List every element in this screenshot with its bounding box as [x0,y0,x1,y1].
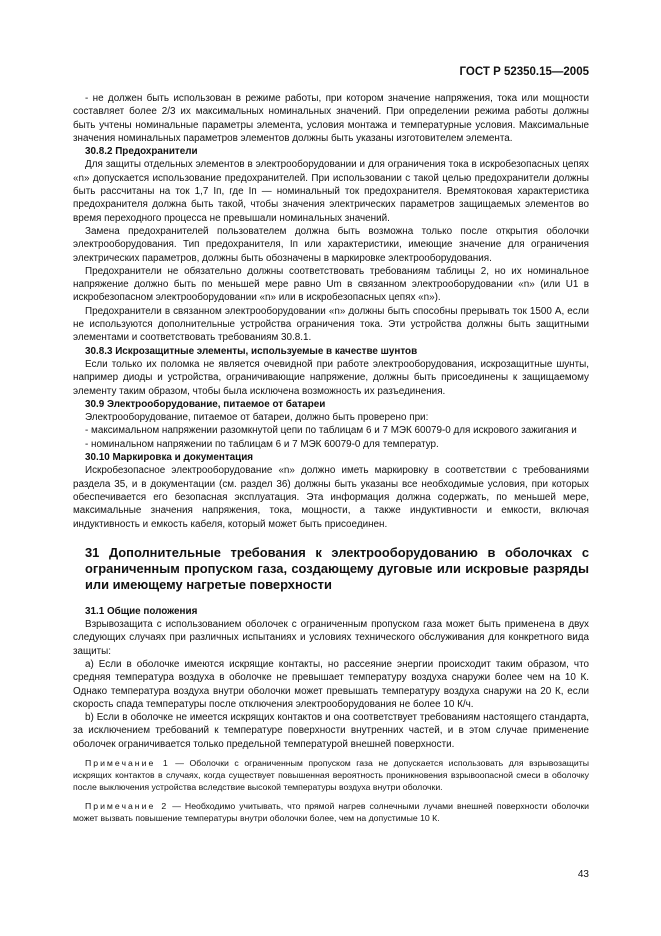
list-item: - максимальном напряжении разомкнутой цепи по таблицам 6 и 7 МЭК 60079-0 для искрового зажигания и [85,425,577,437]
subsection-heading: 30.9 Электрооборудование, питаемое от батареи [85,398,326,410]
list-item: - номинальном напряжении по таблицам 6 и 7 МЭК 60079-0 для температур. [85,438,439,450]
paragraph: - не должен быть использован в режиме работы, при котором значение напряжения, тока или мощности составляет более 2/3 их максимальных номинальных значений. При определении режима работы должны быть учтены номинальные параметры элемента, условия монтажа и температурные условия. Максимальные значения номинальных параметров элементов должны быть указаны изготовителем элемента. [73,93,589,144]
subsection-heading: 30.8.3 Искрозащитные элементы, используемые в качестве шунтов [85,345,418,357]
note-text: — Оболочки с ограниченным пропуском газа не допускается использовать для взрывозащиты искрящих контактов в случаях, когда существует повышенная вероятность проникновения взрывоопасной смеси в оболочку после выключения устройства вследствие высокой температуры воздуха внутри оболочки. [73,758,589,793]
note [73,757,589,794]
note-label: Примечание 2 [85,800,169,811]
paragraph: Электрооборудование, питаемое от батареи, должно быть проверено при: [85,412,429,424]
subsection-heading: 31.1 Общие положения [85,605,198,617]
note-label: Примечание 1 [85,758,170,769]
paragraph: Предохранители не обязательно должны соответствовать требованиям таблицы 2, но их номинальное напряжение должно быть по меньшей мере равно Um в связанном электрооборудовании «n» (или U1 в искробезопасном электрооборудовании «n» или в искробезопасных цепях «n»). [73,265,589,304]
page-number: 43 [577,869,589,880]
paragraph: Искробезопасное электрооборудование «n» должно иметь маркировку в соответствии с требованиями раздела 35, и в документации (см. раздел 36) должны быть указаны все необходимые условия, при которых обеспечивается его безопасная эксплуатация. Эта информация должна содержать, по меньшей мере, максимальные значения напряжения, тока, мощности, а также индуктивности и емкости, включая индуктивность и емкость кабеля, который может быть присоединен. [73,465,589,530]
subsection-heading: 30.10 Маркировка и документация [85,452,254,464]
note [73,800,589,824]
paragraph: Предохранители в связанном электрооборудовании «n» должны быть способны прерывать ток 1500 А, если не используются дополнительные устройства ограничения тока. Эти устройства должны быть защитными элементами и соответствовать требованиям 30.8.1. [73,305,589,344]
paragraph: Если только их поломка не является очевидной при работе электрооборудования, искрозащитные шунты, например диоды и устройства, ограничивающие напряжение, должны быть присоединены к защищаемому элементу таким образом, чтобы была исключена возможность их разъединения. [73,358,589,397]
paragraph: Взрывозащита с использованием оболочек с ограниченным пропуском газа может быть применена в двух следующих случаях при различных испытаниях и условиях технического обслуживания для конкретного вида защиты: [73,619,589,657]
paragraph: Для защиты отдельных элементов в электрооборудовании и для ограничения тока в искробезопасных цепях «n» допускается использование предохранителей. При использовании с такой целью предохранители должны быть рассчитаны на ток 1,7 Iп, где Iп — номинальный ток предохранителя. Времятоковая характеристика предохранителя должна быть такой, чтобы значения электрических параметров защищаемых элементов во время переходного процесса не превышали номинальных значений. [73,159,589,224]
list-item: b) Если в оболочке не имеется искрящих контактов и она соответствует требованиям настоящего стандарта, за исключением требований к температуре поверхности внутренних частей, и в этом случае применение оболочек ограничивается только предельной температурой внешней поверхности. [73,712,589,750]
note-text: — Необходимо учитывать, что прямой нагрев солнечными лучами внешней поверхности оболочки может вызвать повышение температуры внутри оболочки более, чем на допустимые 10 К. [73,800,589,823]
subsection-heading: 30.8.2 Предохранители [85,146,198,158]
paragraph: Замена предохранителей пользователем должна быть возможна только после открытия оболочки электрооборудования. Тип предохранителя, Iп или характеристики, имеющие значение для ограничения электрических параметров, должны быть обозначены в маркировке электрооборудования. [73,225,589,264]
list-item: а) Если в оболочке имеются искрящие контакты, но рассеяние энергии происходит таким образом, что средняя температура воздуха в оболочке не превышает температуру воздуха снаружи более чем на 10 К. Однако температура воздуха внутри оболочки может превышать температуру воздуха снаружи на 20 К, если скорость спада температуры после отключения электрооборудования не более 10 К/ч. [73,658,589,710]
document-code: ГОСТ Р 52350.15—2005 [459,66,589,78]
document-body [73,92,589,824]
section-heading: 31 Дополнительные требования к электрооборудованию в оболочках с ограниченным пропуском газа, создающему дуговые или искровые разряды или имеющему нагретые поверхности [85,544,589,592]
